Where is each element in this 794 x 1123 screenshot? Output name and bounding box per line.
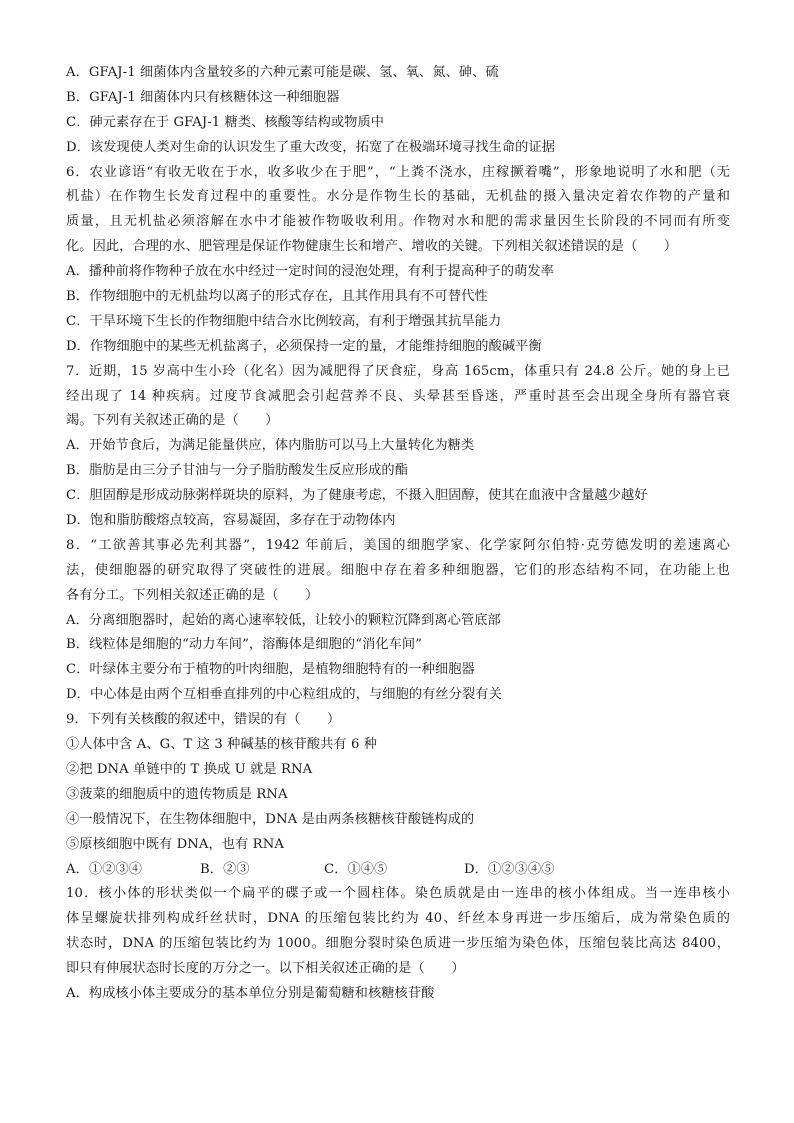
q9-statement: ④一般情况下，在生物体细胞中，DNA 是由两条核糖核苷酸链构成的 <box>66 811 475 827</box>
q6-option-a: A．播种前将作物种子放在水中经过一定时间的浸泡处理，有利于提高种子的萌发率 <box>66 264 554 280</box>
q7-option-d: D．饱和脂肪酸熔点较高，容易凝固，多存在于动物体内 <box>66 513 396 529</box>
q7-stem-line: 7．近期，15 岁高中生小玲（化名）因为减肥得了厌食症，身高 165cm，体重只有 24.8 公斤。她的身上已 <box>66 363 730 379</box>
q9-choices <box>66 858 730 883</box>
q7-option-b: B．脂肪是由三分子甘油与一分子脂肪酸发生反应形成的酯 <box>66 463 408 479</box>
q10-stem-line: 10．核小体的形状类似一个扁平的碟子或一个圆柱体。染色质就是由一连串的核小体组成。当一连串核小 <box>66 886 730 902</box>
question-6 <box>66 161 730 360</box>
q9-choice-d: D．①②③④⑤ <box>464 861 555 877</box>
q7-stem-line: 竭。下列有关叙述正确的是（ ） <box>66 413 279 429</box>
q6-option-d: D．作物细胞中的某些无机盐离子，必须保持一定的量，才能维持细胞的酸碱平衡 <box>66 338 542 354</box>
question-9 <box>66 708 730 882</box>
q7-stem-line: 经出现了 14 种疾病。过度节食减肥会引起营养不良、头晕甚至昏迷，严重时甚至会出现全身所有器官衰 <box>66 388 730 404</box>
q9-statement: ②把 DNA 单链中的 T 换成 U 就是 RNA <box>66 761 313 777</box>
q8-option-a: A．分离细胞器时，起始的离心速率较低，让较小的颗粒沉降到离心管底部 <box>66 612 501 628</box>
q7-option-a: A．开始节食后，为满足能量供应，体内脂肪可以马上大量转化为糖类 <box>66 438 475 454</box>
q6-stem-line: 化。因此，合理的水、肥管理是保证作物健康生长和增产、增收的关键。下列相关叙述错误的是（ ） <box>66 239 678 255</box>
q10-stem-line: 状态时，DNA 的压缩包装比约为 1000。细胞分裂时染色质进一步压缩为染色体，压缩包装比高达 8400， <box>66 936 730 952</box>
q8-option-c: C．叶绿体主要分布于植物的叶肉细胞，是植物细胞特有的一种细胞器 <box>66 662 475 678</box>
q9-stem: 9．下列有关核酸的叙述中，错误的有（ ） <box>66 712 341 728</box>
q9-statement: ①人体中含 A、G、T 这 3 种碱基的核苷酸共有 6 种 <box>66 737 378 753</box>
q9-choice-b: B．②③ <box>200 861 250 877</box>
q7-option-c: C．胆固醇是形成动脉粥样斑块的原料，为了健康考虑，不摄入胆固醇，使其在血液中含量越少越好 <box>66 488 648 504</box>
q8-stem-line: 各有分工。下列相关叙述正确的是（ ） <box>66 587 319 603</box>
q9-statement: ③菠菜的细胞质中的遗传物质是 RNA <box>66 786 288 802</box>
q8-option-d: D．中心体是由两个互相垂直排列的中心粒组成的，与细胞的有丝分裂有关 <box>66 687 502 703</box>
exam-page <box>66 61 730 1007</box>
question-10 <box>66 882 730 1006</box>
q8-option-b: B．线粒体是细胞的“动力车间”，溶酶体是细胞的“消化车间” <box>66 637 423 653</box>
q5-option-b: B．GFAJ-1 细菌体内只有核糖体这一种细胞器 <box>66 89 340 105</box>
q6-option-c: C．干旱环境下生长的作物细胞中结合水比例较高，有利于增强其抗旱能力 <box>66 313 502 329</box>
question-5-options <box>66 61 730 161</box>
q6-option-b: B．作物细胞中的无机盐均以离子的形式存在，且其作用具有不可替代性 <box>66 289 488 305</box>
q8-stem-line: 8．“工欲善其事必先利其器”，1942 年前后，美国的细胞学家、化学家阿尔伯特·克劳德发明的差速离心 <box>66 537 730 553</box>
q5-option-c: C．砷元素存在于 GFAJ-1 糖类、核酸等结构或物质中 <box>66 114 385 130</box>
q5-option-d: D．该发现使人类对生命的认识发生了重大改变，拓宽了在极端环境寻找生命的证据 <box>66 139 556 155</box>
q6-stem-line: 质量，且无机盐必须溶解在水中才能被作物吸收利用。作物对水和肥的需求量因生长阶段的不同而有所变 <box>66 214 730 230</box>
question-8 <box>66 534 730 708</box>
q9-choice-c: C．①④⑤ <box>324 861 388 877</box>
question-7 <box>66 360 730 534</box>
q6-stem-line: 6．农业谚语“有收无收在于水，收多收少在于肥”，“上粪不浇水，庄稼撅着嘴”，形象地说明了水和肥（无 <box>66 164 730 180</box>
q9-statement: ⑤原核细胞中既有 DNA，也有 RNA <box>66 836 284 852</box>
q6-stem-line: 机盐）在作物生长发育过程中的重要性。水分是作物生长的基础，无机盐的摄入量决定着农作物的产量和 <box>66 189 730 205</box>
q9-choice-a: A．①②③④ <box>66 861 143 877</box>
q10-stem-line: 体呈螺旋状排列构成纤丝状时，DNA 的压缩包装比约为 40、纤丝本身再进一步压缩后，成为常染色质的 <box>66 911 730 927</box>
q10-option-a: A．构成核小体主要成分的基本单位分别是葡萄糖和核糖核苷酸 <box>66 985 435 1001</box>
q5-option-a: A．GFAJ-1 细菌体内含量较多的六种元素可能是碳、氢、氧、氮、砷、硫 <box>66 65 499 80</box>
q10-stem-line: 即只有伸展状态时长度的万分之一。以下相关叙述正确的是（ ） <box>66 961 465 977</box>
q8-stem-line: 法，使细胞器的研究取得了突破性的进展。细胞中存在着多种细胞器，它们的形态结构不同，在功能上也 <box>66 562 730 578</box>
